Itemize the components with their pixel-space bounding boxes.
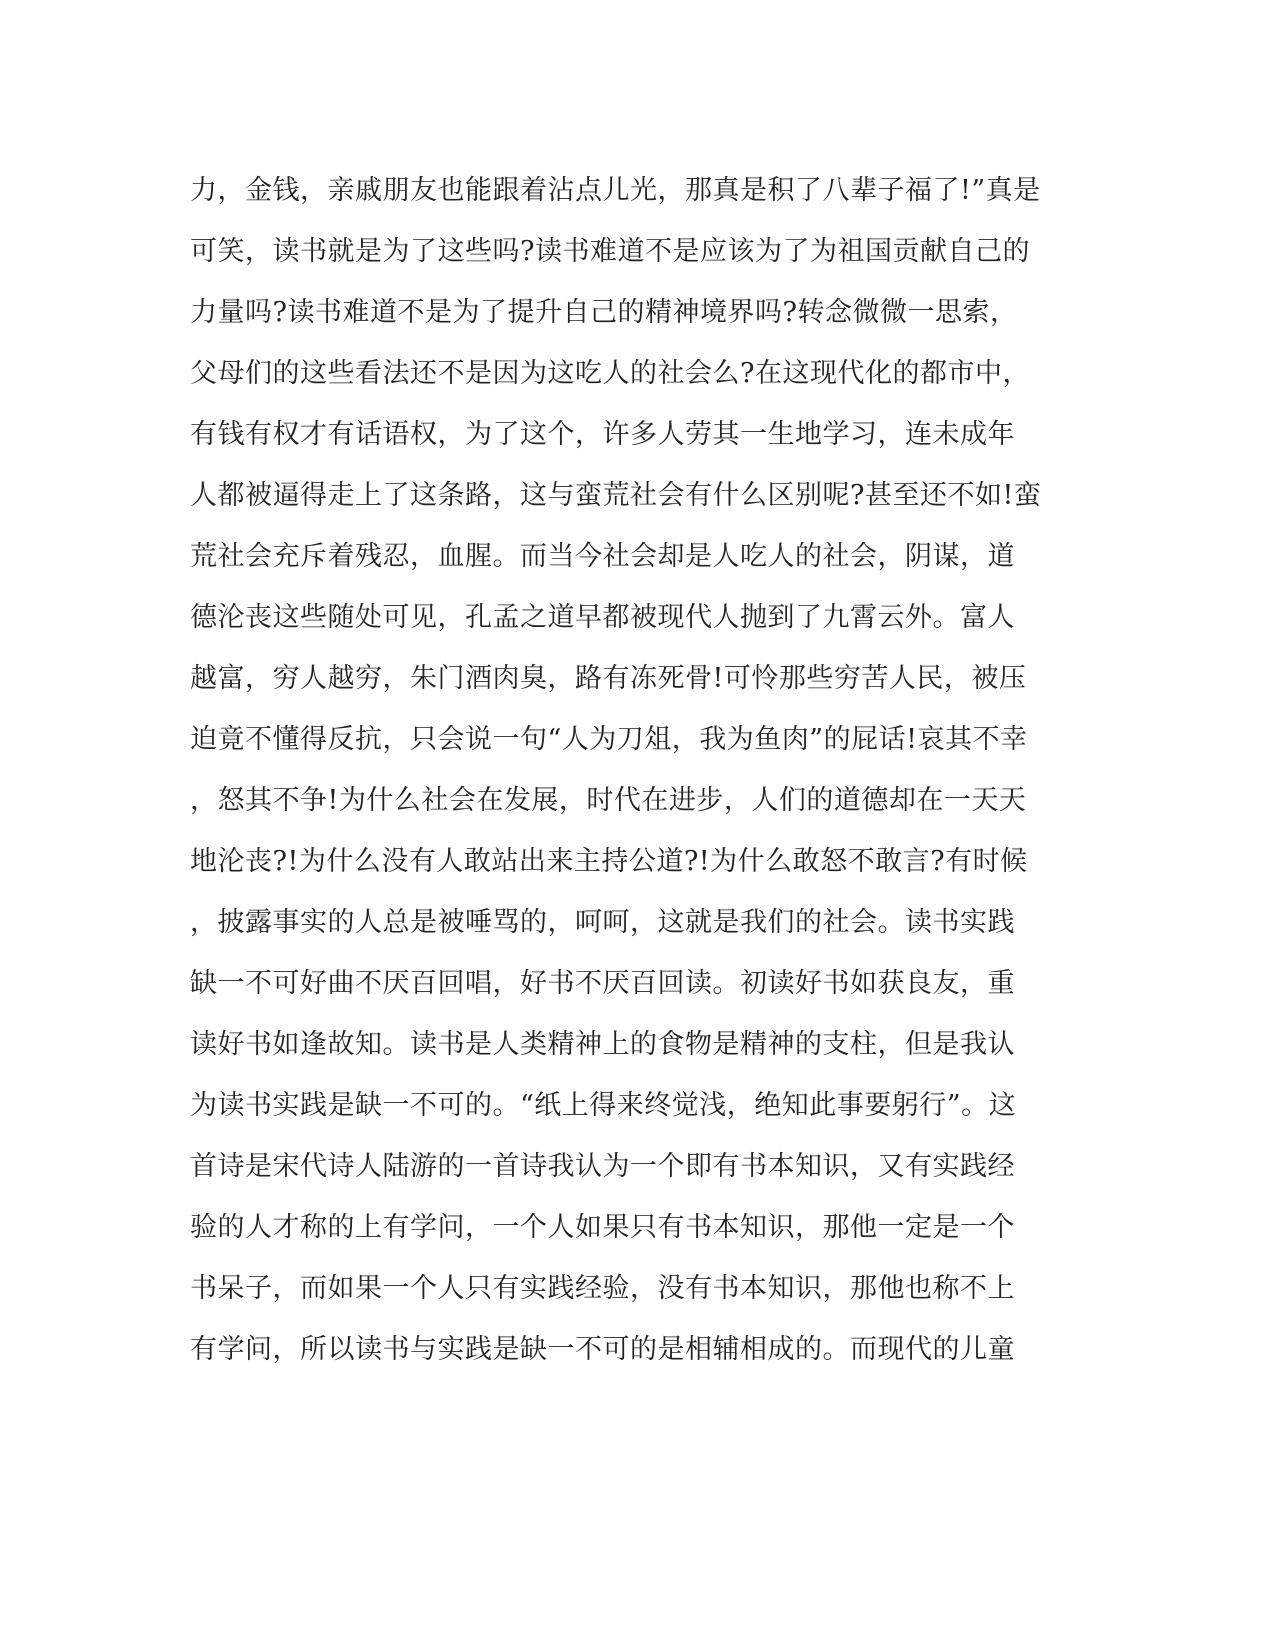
- text-line: ，披露事实的人总是被唾骂的，呵呵，这就是我们的社会。读书实践: [190, 907, 1015, 938]
- text-line: 为读书实践是缺一不可的。“纸上得来终觉浅，绝知此事要躬行”。这: [190, 1090, 1017, 1121]
- text-line: 荒社会充斥着残忍，血腥。而当今社会却是人吃人的社会，阴谋，道: [190, 541, 1015, 572]
- text-line: 可笑，读书就是为了这些吗?读书难道不是应该为了为祖国贡献自己的: [190, 236, 1030, 267]
- text-line: 缺一不可好曲不厌百回唱，好书不厌百回读。初读好书如获良友，重: [190, 968, 1015, 999]
- text-line: 越富，穷人越穷，朱门酒肉臭，路有冻死骨!可怜那些穷苦人民，被压: [190, 663, 1027, 694]
- text-line: 首诗是宋代诗人陆游的一首诗我认为一个即有书本知识，又有实践经: [190, 1151, 1015, 1182]
- text-line: 书呆子，而如果一个人只有实践经验，没有书本知识，那他也称不上: [190, 1273, 1015, 1304]
- text-line: 地沦丧?!为什么没有人敢站出来主持公道?!为什么敢怒不敢言?有时候: [190, 846, 1028, 877]
- text-line: 力，金钱，亲戚朋友也能跟着沾点儿光，那真是积了八辈子福了!”真是: [190, 175, 1041, 206]
- text-line: 力量吗?读书难道不是为了提升自己的精神境界吗?转念微微一思索，: [190, 297, 1018, 328]
- text-line: 有钱有权才有话语权，为了这个，许多人劳其一生地学习，连未成年: [190, 419, 1015, 450]
- text-line: ，怒其不争!为什么社会在发展，时代在进步，人们的道德却在一天天: [190, 785, 1027, 816]
- text-line: 父母们的这些看法还不是因为这吃人的社会么?在这现代化的都市中，: [190, 358, 1030, 389]
- text-line: 迫竟不懂得反抗，只会说一句“人为刀俎，我为鱼肉”的屁话!哀其不幸: [190, 724, 1028, 755]
- body-text: [190, 160, 1090, 1380]
- text-line: 有学问，所以读书与实践是缺一不可的是相辅相成的。而现代的儿童: [190, 1334, 1015, 1365]
- text-line: 验的人才称的上有学问，一个人如果只有书本知识，那他一定是一个: [190, 1212, 1015, 1243]
- text-line: 人都被逼得走上了这条路，这与蛮荒社会有什么区别呢?甚至还不如!蛮: [190, 480, 1042, 511]
- text-line: 德沦丧这些随处可见，孔孟之道早都被现代人抛到了九霄云外。富人: [190, 602, 1015, 633]
- text-line: 读好书如逢故知。读书是人类精神上的食物是精神的支柱，但是我认: [190, 1029, 1015, 1060]
